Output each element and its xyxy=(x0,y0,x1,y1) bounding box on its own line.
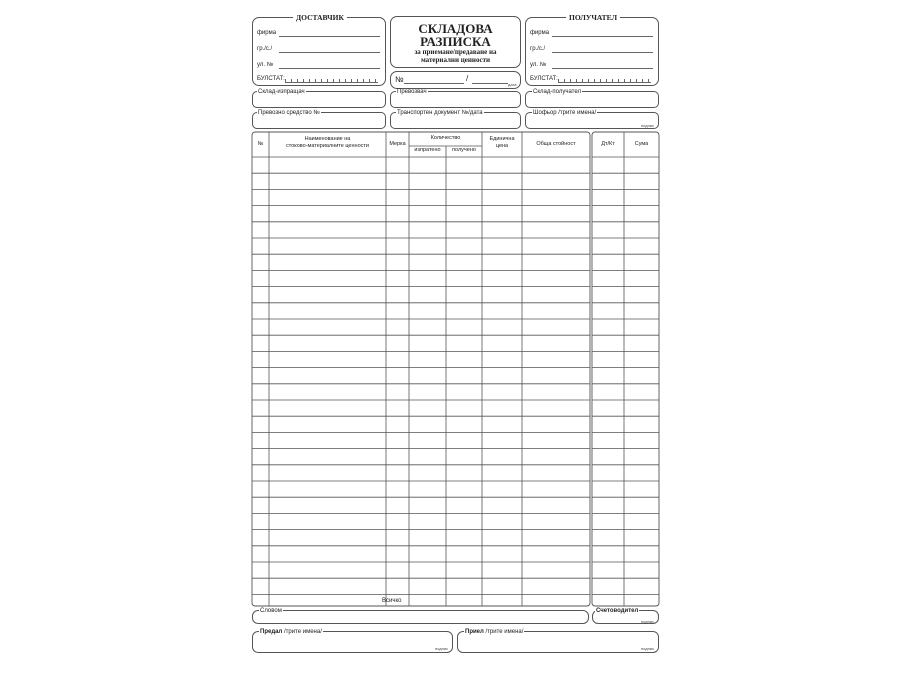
table-main-frame xyxy=(252,132,590,606)
supplier-street-label: ул. № xyxy=(257,62,274,68)
accountant-signature-label: подпис xyxy=(641,619,655,624)
handed-signature-label: подпис xyxy=(435,646,449,651)
recipient-street-label: ул. № xyxy=(530,62,547,68)
col-sent-header: изпратено xyxy=(414,147,441,153)
col-sum-header: Сума xyxy=(634,141,649,147)
accountant-label: Счетоводител xyxy=(596,608,639,614)
document-subtitle-line1: за приемане/предаване на xyxy=(414,48,497,56)
supplier-title: ДОСТАВЧИК xyxy=(293,13,347,22)
col-price-header-line1: Единична xyxy=(489,136,515,142)
handed-label xyxy=(259,629,323,636)
received-label xyxy=(464,629,524,636)
col-dtkt-header: Дт/Кт xyxy=(601,141,615,147)
words-label: Словом xyxy=(260,608,282,614)
date-label: дата xyxy=(508,82,517,87)
supplier-bulstat-label: БУЛСТАТ: xyxy=(257,76,285,82)
warehouse-receipt-form xyxy=(251,15,659,655)
carrier-label: Превозвач xyxy=(397,89,427,95)
col-name-header-line1: Наименование на xyxy=(304,136,351,142)
received-signature-label: подпис xyxy=(641,646,655,651)
sender-warehouse-label: Склад-изпращач xyxy=(258,89,305,95)
handed-label-rest: /трите имена/ xyxy=(282,629,322,635)
table-account-frame xyxy=(592,132,659,606)
col-received-header: получено xyxy=(452,147,476,153)
driver-label: Шофьор /трите имена/ xyxy=(533,110,597,116)
document-title-line2: РАЗПИСКА xyxy=(420,34,491,49)
supplier-company-label: фирма xyxy=(257,30,277,36)
recipient-title: ПОЛУЧАТЕЛ xyxy=(566,13,620,22)
col-price-header-line2: цена xyxy=(495,143,509,149)
col-total-header: Обща стойност xyxy=(536,141,576,147)
document-subtitle-line2: материални ценности xyxy=(420,56,491,64)
document-title-line1: СКЛАДОВА xyxy=(418,21,493,36)
vehicle-label: Превозно средство № xyxy=(258,110,320,116)
recipient-city-label: гр./с./ xyxy=(530,46,546,52)
col-unit-header: Мерка xyxy=(389,141,406,147)
col-name-header-line2: стоково-материалните ценности xyxy=(286,143,369,149)
received-label-bold: Приел xyxy=(465,629,484,635)
col-no-header: № xyxy=(257,141,264,147)
received-label-rest: /трите имена/ xyxy=(483,629,524,635)
date-separator: / xyxy=(466,74,469,83)
number-label: № xyxy=(395,75,404,84)
recipient-bulstat-label: БУЛСТАТ: xyxy=(530,76,558,82)
handed-label-bold: Предал xyxy=(260,629,283,635)
total-label: Всичко xyxy=(382,598,402,604)
driver-signature-label: подпис xyxy=(641,123,655,128)
words-field[interactable] xyxy=(252,610,589,624)
recipient-company-label: фирма xyxy=(530,30,550,36)
receiver-warehouse-label: Склад-получател xyxy=(533,89,581,95)
goods-table xyxy=(251,15,659,655)
col-qty-header: Количество xyxy=(430,135,461,141)
transport-doc-label: Транспортен документ №/дата xyxy=(397,110,483,116)
supplier-city-label: гр./с./ xyxy=(257,46,273,52)
